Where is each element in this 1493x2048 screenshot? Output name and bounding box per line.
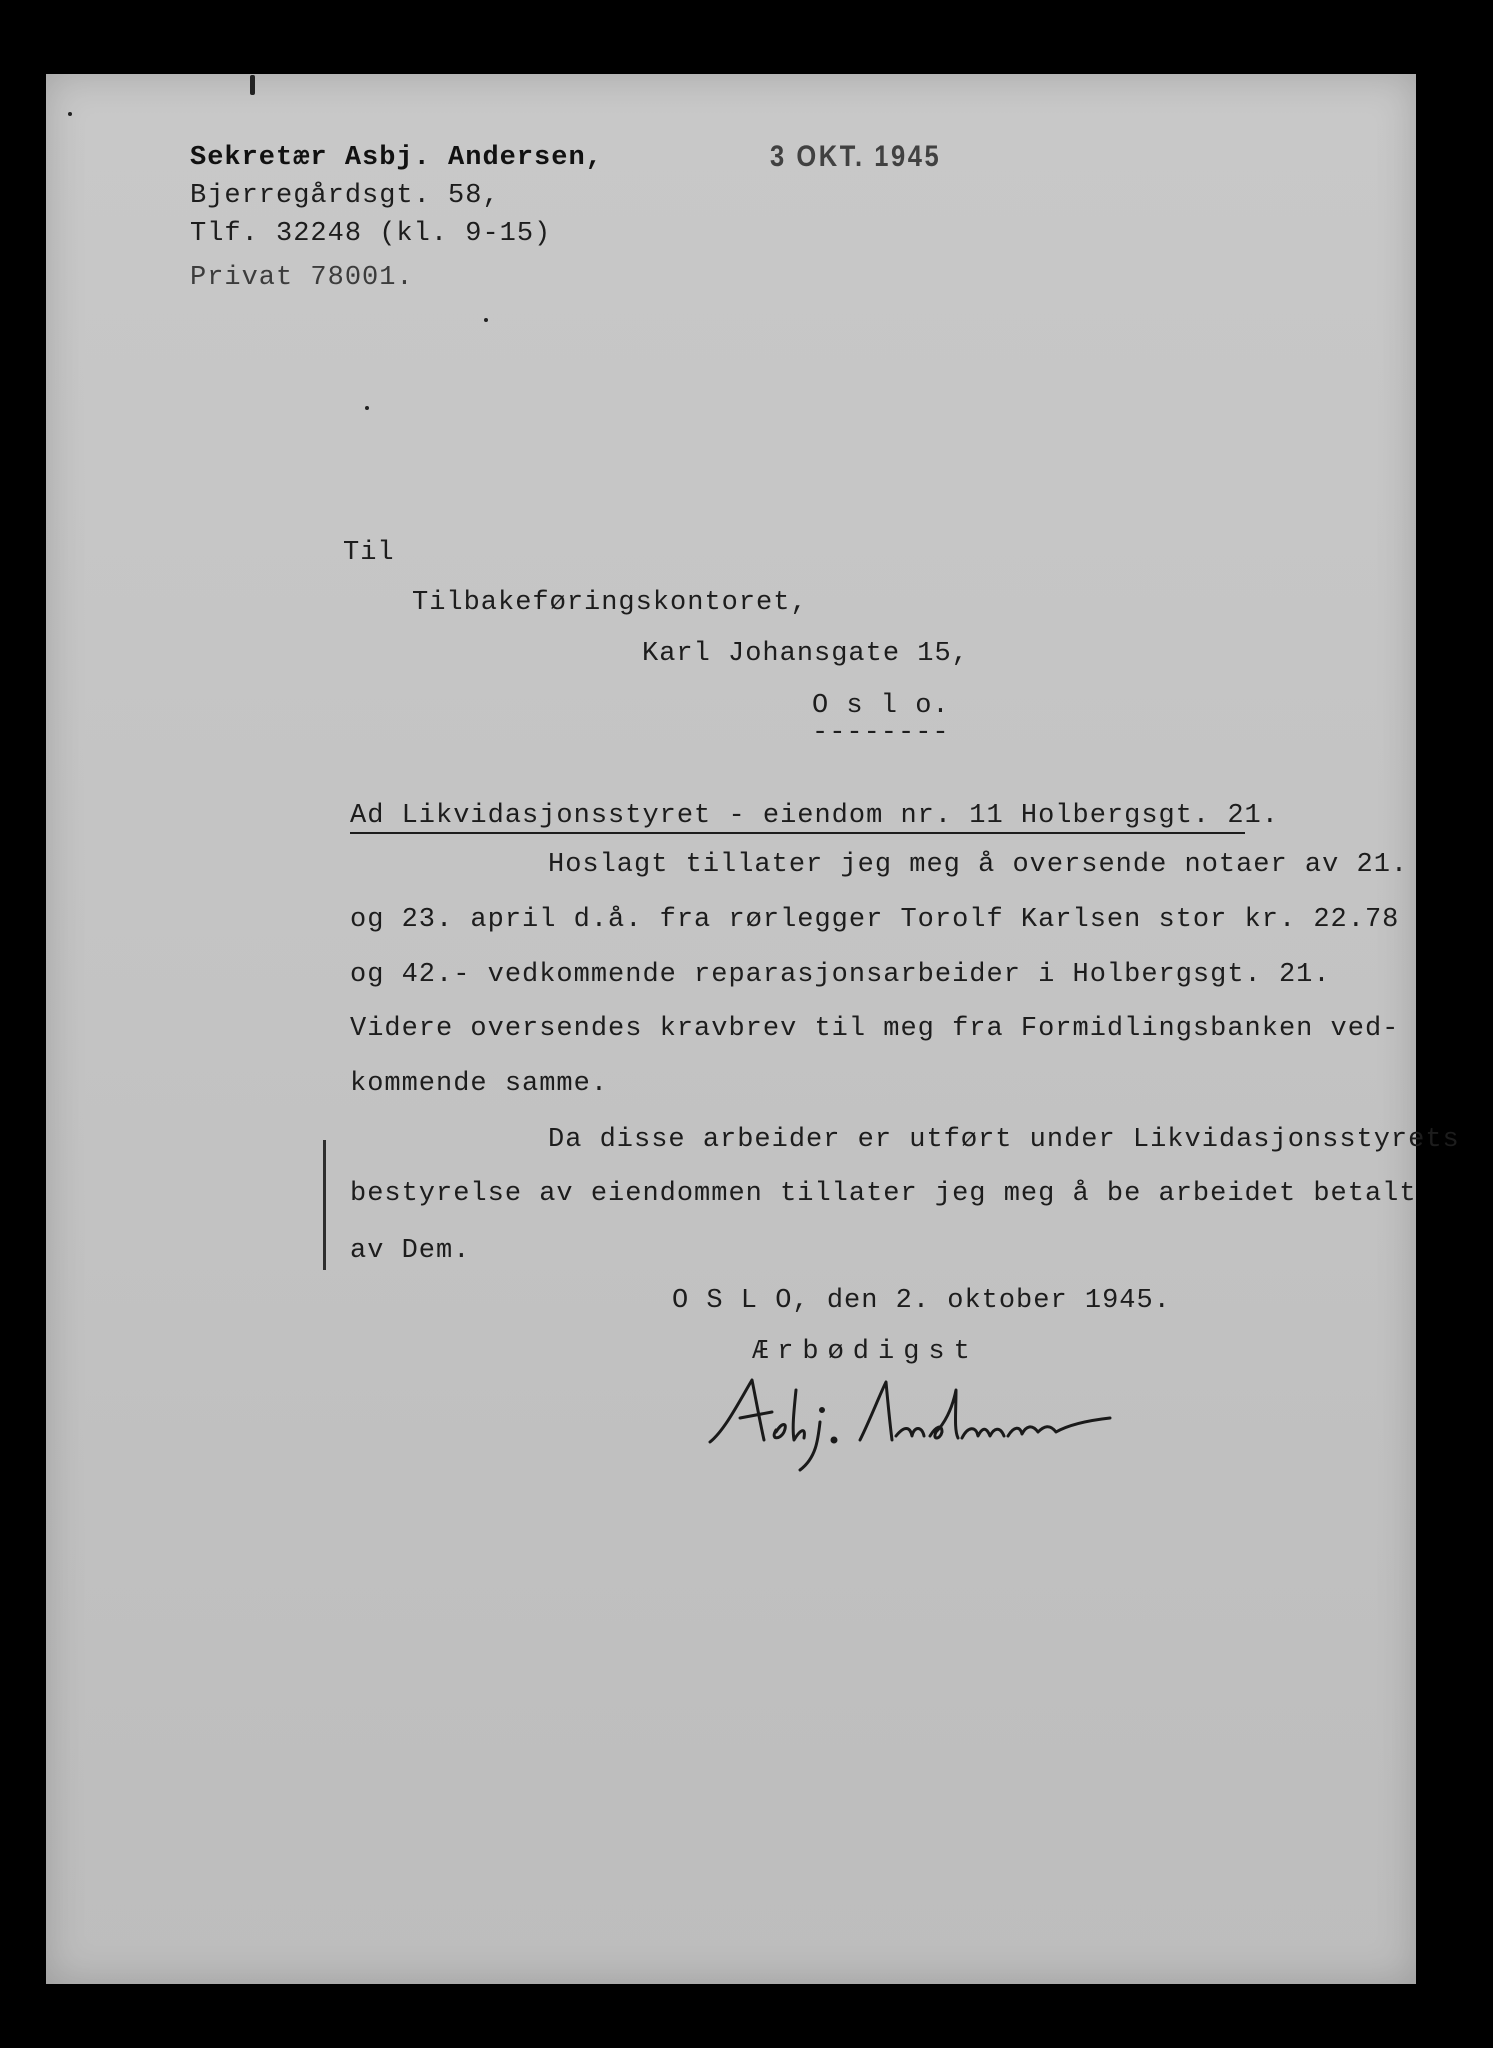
closing-date: O S L O, den 2. oktober 1945. — [672, 1286, 1171, 1316]
body-line: Videre oversendes kravbrev til meg fra Formidlingsbanken ved- — [350, 1014, 1400, 1044]
sender-address: Bjerregårdsgt. 58, — [190, 181, 500, 211]
body-line: og 42.- vedkommende reparasjonsarbeider i Holbergsgt. 21. — [350, 960, 1331, 990]
ink-speck — [365, 406, 369, 410]
sender-name: Sekretær Asbj. Andersen, — [190, 143, 603, 173]
ink-speck — [68, 112, 72, 116]
ink-speck — [484, 318, 488, 322]
subject-line: Ad Likvidasjonsstyret - eiendom nr. 11 Holbergsgt. 21. — [350, 801, 1279, 831]
body-line: av Dem. — [350, 1236, 471, 1266]
body-line: kommende samme. — [350, 1069, 609, 1099]
body-line: Da disse arbeider er utført under Likvidasjonsstyrets — [548, 1125, 1460, 1155]
sender-phone: Tlf. 32248 (kl. 9-15) — [190, 219, 552, 249]
closing-regards: Ærbødigst — [752, 1337, 979, 1367]
ink-speck — [250, 75, 255, 95]
recipient-city-underline: -------- — [812, 718, 950, 748]
sender-private-phone: Privat 78001. — [190, 263, 414, 293]
subject-underline — [350, 832, 1245, 834]
recipient-office: Tilbakeføringskontoret, — [412, 588, 808, 618]
body-line: Hoslagt tillater jeg meg å oversende notaer av 21. — [548, 850, 1409, 880]
handwritten-signature — [700, 1360, 1120, 1480]
body-line: og 23. april d.å. fra rørlegger Torolf Karlsen stor kr. 22.78 — [350, 905, 1400, 935]
body-line: bestyrelse av eiendommen tillater jeg meg å be arbeidet betalt — [350, 1179, 1417, 1209]
received-date-stamp: 3 OKT. 1945 — [770, 140, 942, 173]
recipient-street: Karl Johansgate 15, — [642, 639, 969, 669]
recipient-city: O s l o. — [812, 691, 950, 721]
recipient-salutation: Til — [343, 538, 395, 568]
margin-line-mark — [323, 1140, 326, 1270]
